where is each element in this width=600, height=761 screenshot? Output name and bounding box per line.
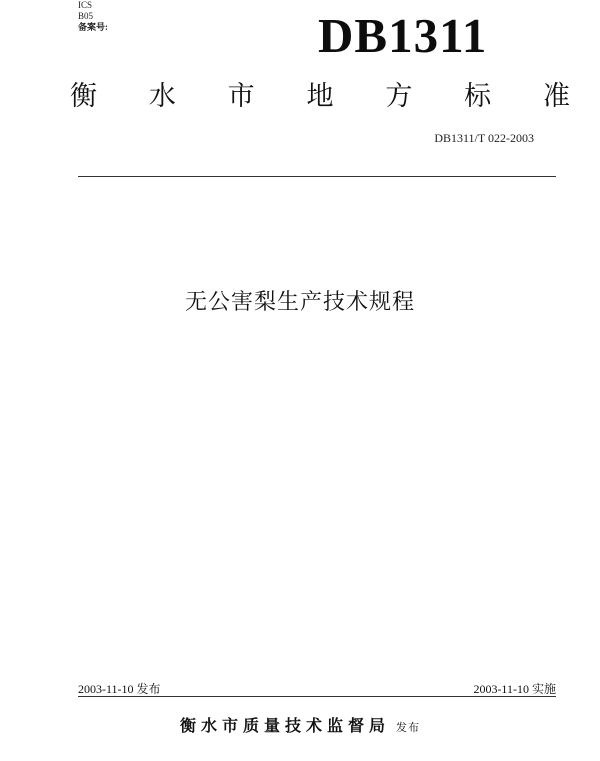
class-code: B05 <box>78 11 94 21</box>
ics-label: ICS <box>78 0 93 10</box>
implementation-date: 2003-11-10 实施 <box>473 682 556 696</box>
standard-number: DB1311/T 022-2003 <box>434 131 534 145</box>
title-char: 标 <box>464 81 492 112</box>
publisher-line <box>0 713 600 736</box>
footer-divider <box>78 696 556 697</box>
title-char: 准 <box>542 81 570 112</box>
title-char: 地 <box>306 81 334 112</box>
header-divider <box>78 176 556 177</box>
title-char: 市 <box>227 81 255 112</box>
document-title: 无公害梨生产技术规程 <box>184 290 415 315</box>
issue-date: 2003-11-10 发布 <box>78 682 161 696</box>
standard-type-title <box>70 80 570 114</box>
publisher-name: 衡水市质量技术监督局 <box>179 716 390 735</box>
title-char: 水 <box>148 81 176 112</box>
standard-code: DB1311 <box>318 8 488 63</box>
filing-number-label: 备案号: <box>78 22 108 32</box>
title-char: 方 <box>385 81 413 112</box>
classification-codes <box>78 0 108 33</box>
title-char: 衡 <box>70 81 97 112</box>
publisher-suffix: 发布 <box>396 721 420 734</box>
